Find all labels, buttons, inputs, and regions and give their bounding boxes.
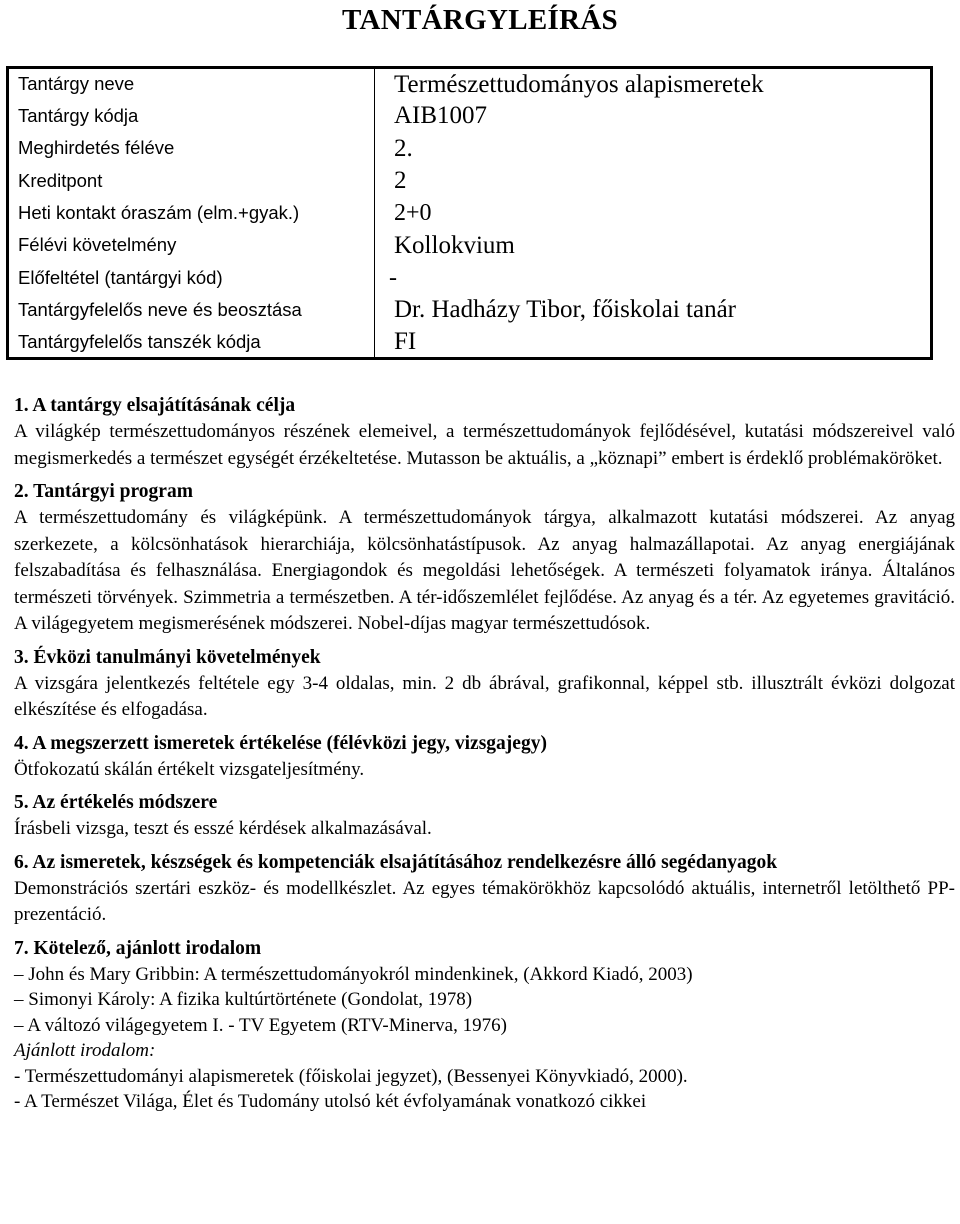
section-method xyxy=(14,790,955,843)
row-label: Kreditpont xyxy=(8,164,375,196)
table-row xyxy=(8,229,932,261)
recommended-label: Ajánlott irodalom: xyxy=(14,1040,156,1061)
section-text: Demonstrációs szertári eszköz- és modellkészlet. Az egyes témakörökhöz kapcsolódó aktuális, internetről letölthető PP-prezentáció. xyxy=(14,877,955,925)
section-heading: 2. Tantárgyi program xyxy=(14,481,193,502)
section-heading: 1. A tantárgy elsajátításának célja xyxy=(14,395,296,416)
list-item: – A változó világegyetem I. - TV Egyetem (RTV-Minerva, 1976) xyxy=(14,1014,507,1036)
row-label: Félévi követelmény xyxy=(8,229,375,261)
row-value: Kollokvium xyxy=(394,231,515,259)
list-item: - A Természet Világa, Élet és Tudomány utolsó két évfolyamának vonatkozó cikkei xyxy=(14,1091,647,1112)
document-title: TANTÁRGYLEÍRÁS xyxy=(342,4,618,36)
row-value: 2 xyxy=(394,167,407,195)
row-label: Tantárgy neve xyxy=(8,68,375,100)
section-heading: 4. A megszerzett ismeretek értékelése (félévközi jegy, vizsgajegy) xyxy=(14,732,547,754)
section-heading: 3. Évközi tanulmányi követelmények xyxy=(14,646,321,668)
section-goal xyxy=(14,393,955,472)
list-item: - Természettudományi alapismeretek (főiskolai jegyzet), (Bessenyei Könyvkiadó, 2000). xyxy=(14,1065,688,1087)
course-description-body xyxy=(14,393,955,1115)
row-label: Meghirdetés féléve xyxy=(8,132,375,164)
course-info-table xyxy=(6,66,933,360)
list-item: – Simonyi Károly: A fizika kultúrtörténete (Gondolat, 1978) xyxy=(14,989,473,1010)
section-text: Ötfokozatú skálán értékelt vizsgateljesítmény. xyxy=(14,758,365,780)
section-text: A természettudomány és világképünk. A természettudományok tárgya, alkalmazott kutatási módszerei. Az anyag szerkezete, a kölcsönhatások hierarchiája, kölcsönhatástípusok. Az anyag halmazállapotai. Az anyag energiájának felszabadítása és felhasználása. Energiagondok és megoldási lehetőségek. A természeti folyamatok iránya. Általános természeti törvények. Szimmetria a természetben. A tér-időszemlélet fejlődése. Az anyag és a tér. Az egyetemes gravitáció. A világegyetem megismerésének módszerei. Nobel-díjas magyar természettudósok. xyxy=(14,507,955,634)
row-label: Heti kontakt óraszám (elm.+gyak.) xyxy=(8,197,375,229)
row-label: Tantárgyfelelős neve és beosztása xyxy=(8,294,375,326)
table-row xyxy=(8,132,932,164)
table-row xyxy=(8,68,932,100)
row-label: Tantárgy kódja xyxy=(8,100,375,132)
list-item: – John és Mary Gribbin: A természettudományokról mindenkinek, (Akkord Kiadó, 2003) xyxy=(14,963,693,985)
row-value: AIB1007 xyxy=(394,102,488,130)
section-text: A vizsgára jelentkezés feltétele egy 3-4 oldalas, min. 2 db ábrával, grafikonnal, képpel stb. illusztrált évközi dolgozat elkészítése és elfogadása. xyxy=(14,672,955,720)
table-row xyxy=(8,164,932,196)
table-row xyxy=(8,326,932,358)
section-program xyxy=(14,479,955,638)
row-value: - xyxy=(389,264,397,291)
section-literature xyxy=(14,936,955,1115)
row-value: 2+0 xyxy=(394,199,432,226)
section-text: A világkép természettudományos részének elemeivel, a természettudományok fejlődésével, kutatási módszereivel való megismerkedés a természet egységét érzékeltetése. Mutasson be aktuális, a „köznapi” embert is érdeklő problémaköröket. xyxy=(14,421,955,469)
table-row xyxy=(8,100,932,132)
table-row xyxy=(8,261,932,293)
section-heading: 7. Kötelező, ajánlott irodalom xyxy=(14,937,262,959)
row-value: 2. xyxy=(394,134,413,162)
row-value: FI xyxy=(394,328,417,356)
section-heading: 6. Az ismeretek, készségek és kompetenciák elsajátításához rendelkezésre álló segédanyagok xyxy=(14,851,778,873)
row-label: Előfeltétel (tantárgyi kód) xyxy=(8,261,375,293)
table-row xyxy=(8,294,932,326)
table-row xyxy=(8,197,932,229)
section-evaluation xyxy=(14,731,955,784)
section-text: Írásbeli vizsga, teszt és esszé kérdések alkalmazásával. xyxy=(14,818,432,839)
row-label: Tantárgyfelelős tanszék kódja xyxy=(8,326,375,358)
section-heading: 5. Az értékelés módszere xyxy=(14,792,218,813)
section-materials xyxy=(14,850,955,929)
section-requirements xyxy=(14,645,955,724)
row-value: Dr. Hadházy Tibor, főiskolai tanár xyxy=(394,296,737,324)
row-value: Természettudományos alapismeretek xyxy=(394,70,764,98)
